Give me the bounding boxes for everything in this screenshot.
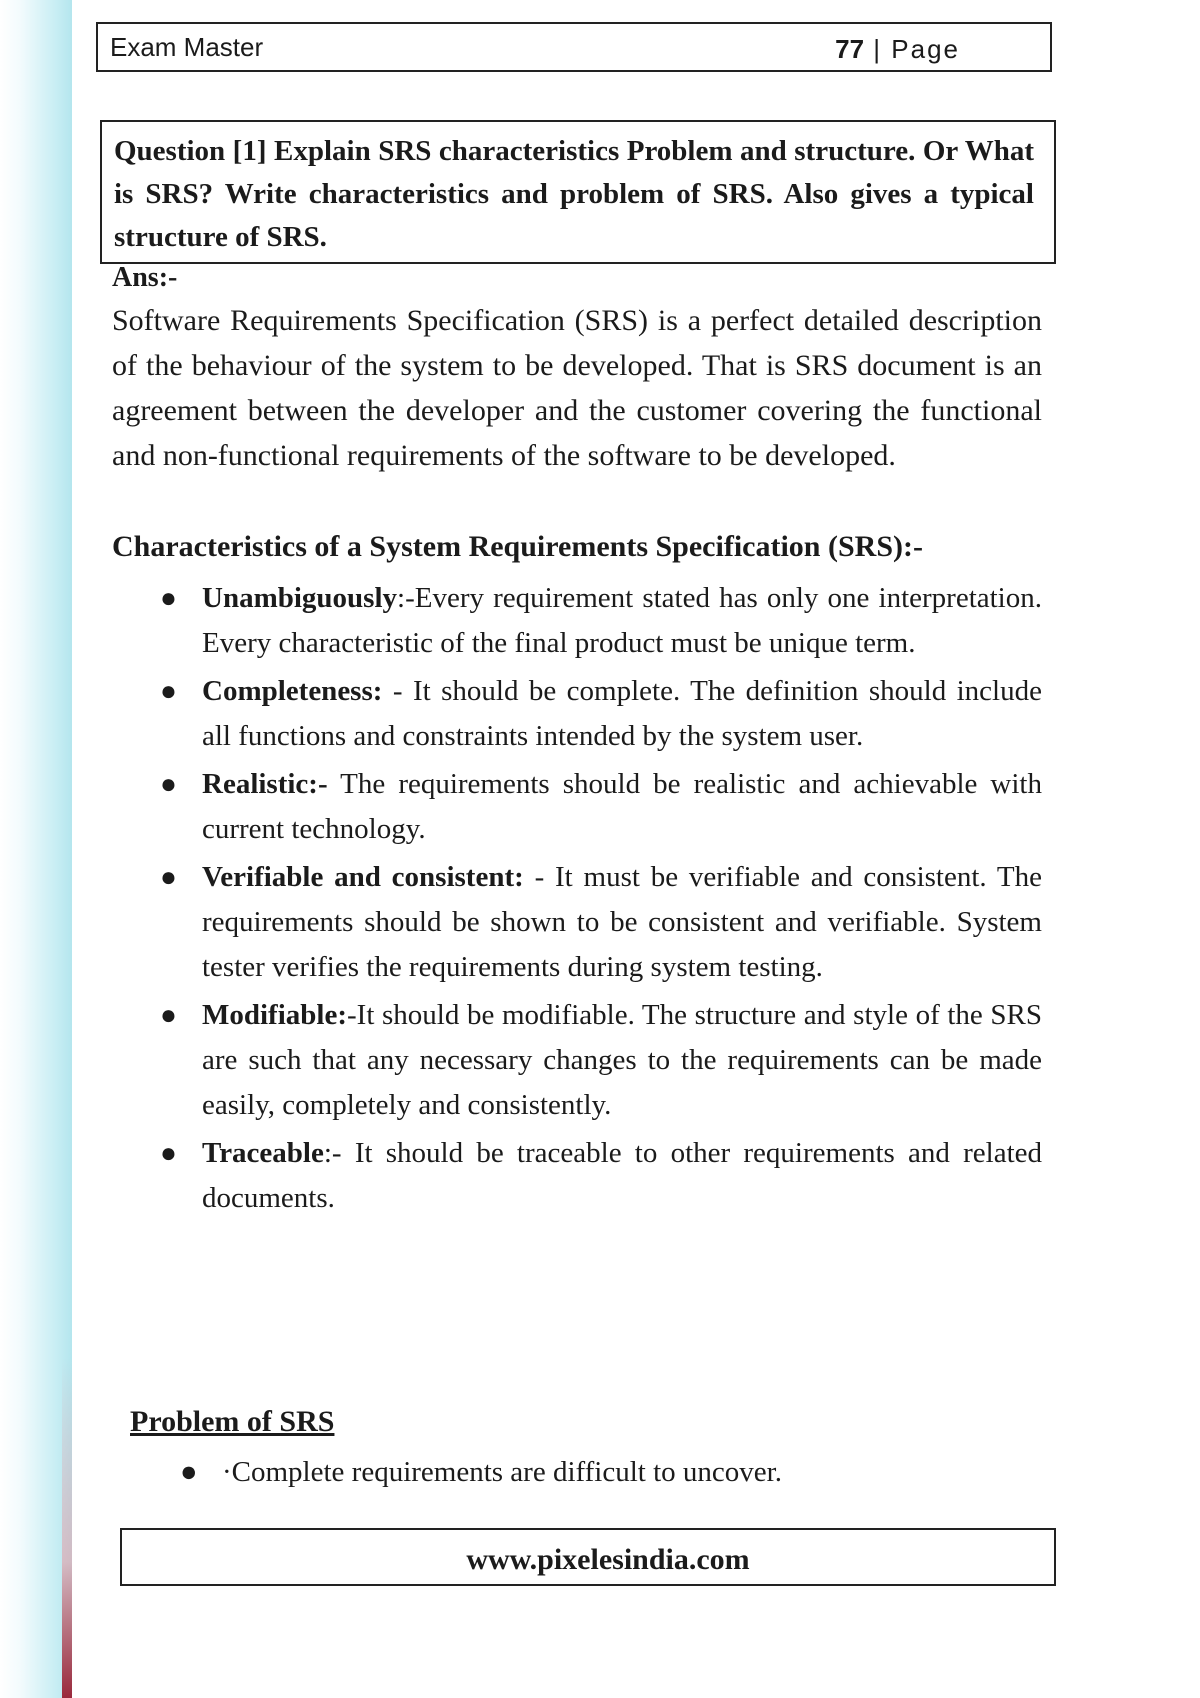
page-number-label: | Page <box>873 34 960 64</box>
bullet-icon: ● <box>160 769 177 800</box>
footer-url: www.pixelesindia.com <box>466 1543 750 1576</box>
list-item <box>160 762 1042 852</box>
bullet-icon: ● <box>160 676 177 707</box>
answer-intro: Software Requirements Specification (SRS) is a perfect detailed description of the behaviour of the system to be developed. That is SRS document is an agreement between the developer and the customer covering the functional and non-functional requirements of the software to be developed. <box>112 304 1042 472</box>
characteristic-text: -It should be modifiable. The structure and style of the SRS are such that any necessary changes to the requirements can be made easily, completely and consistently. <box>202 999 1042 1121</box>
header-title: Exam Master <box>110 32 264 62</box>
document-page <box>72 0 1200 1698</box>
characteristics-list <box>160 576 1042 1224</box>
answer-label: Ans:- <box>112 262 178 293</box>
characteristic-text: :-Every requirement stated has only one interpretation. Every characteristic of the final product must be unique term. <box>202 582 1042 659</box>
problem-text: ·Complete requirements are difficult to uncover. <box>222 1456 782 1488</box>
problems-heading: Problem of SRS <box>130 1405 335 1438</box>
problems-list <box>180 1450 1042 1495</box>
list-item <box>180 1450 1042 1495</box>
list-item <box>160 576 1042 666</box>
bullet-icon: ● <box>160 1000 177 1031</box>
list-item <box>160 669 1042 759</box>
list-item <box>160 1131 1042 1221</box>
characteristic-text: - It must be verifiable and consistent. The requirements should be shown to be consistent and verifiable. System tester verifies the requirements during system testing. <box>202 861 1042 983</box>
question-box: Question [1] Explain SRS characteristics Problem and structure. Or What is SRS? Write characteristics and problem of SRS. Also gives a typical structure of SRS. <box>100 120 1056 264</box>
characteristics-heading: Characteristics of a System Requirements Specification (SRS):- <box>112 530 923 563</box>
characteristic-term: Completeness: <box>202 675 383 707</box>
characteristic-term: Verifiable and consistent: <box>202 861 524 893</box>
characteristic-term: Modifiable: <box>202 999 347 1031</box>
bullet-icon: ● <box>160 1138 177 1169</box>
page-number-value: 77 <box>835 34 865 64</box>
bullet-icon: ● <box>180 1456 198 1488</box>
characteristic-term: Traceable <box>202 1137 324 1169</box>
page-header <box>96 22 1052 72</box>
characteristic-text: :- It should be traceable to other requirements and related documents. <box>202 1137 1042 1214</box>
bullet-icon: ● <box>160 862 177 893</box>
characteristic-term: Realistic:- <box>202 768 328 800</box>
characteristic-term: Unambiguously <box>202 582 398 614</box>
characteristic-text: - It should be complete. The definition should include all functions and constraints intended by the system user. <box>202 675 1042 752</box>
page-number <box>835 34 960 65</box>
list-item <box>160 993 1042 1128</box>
list-item <box>160 855 1042 990</box>
characteristic-text: The requirements should be realistic and achievable with current technology. <box>202 768 1042 845</box>
page-footer <box>120 1528 1056 1586</box>
bullet-icon: ● <box>160 583 177 614</box>
